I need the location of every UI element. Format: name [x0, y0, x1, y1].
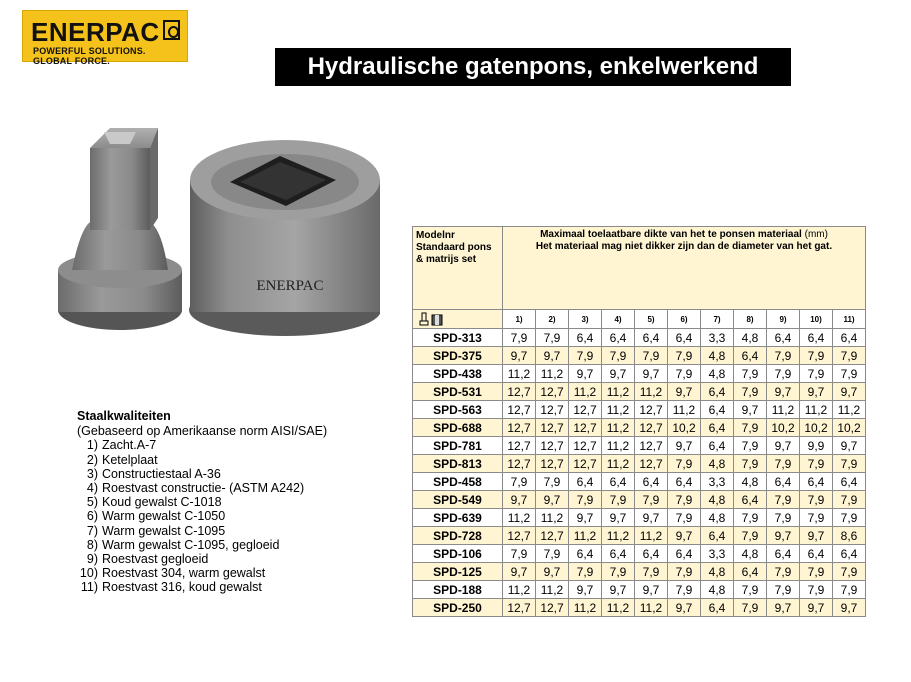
value-cell: 9,7: [767, 383, 800, 401]
value-cell: 6,4: [668, 545, 701, 563]
column-header: 9): [767, 310, 800, 329]
quality-item: [77, 538, 327, 552]
value-cell: 4,8: [701, 581, 734, 599]
value-cell: 11,2: [767, 401, 800, 419]
value-cell: 12,7: [536, 455, 569, 473]
value-cell: 9,7: [833, 383, 866, 401]
column-header: 10): [800, 310, 833, 329]
value-cell: 6,4: [602, 545, 635, 563]
value-cell: 7,9: [602, 563, 635, 581]
value-cell: 10,2: [767, 419, 800, 437]
value-cell: 6,4: [701, 401, 734, 419]
value-cell: 11,2: [800, 401, 833, 419]
table-row: [413, 419, 866, 437]
value-cell: 7,9: [800, 509, 833, 527]
quality-item-label: Roestvast 304, warm gewalst: [102, 566, 266, 581]
value-cell: 7,9: [602, 491, 635, 509]
value-cell: 7,9: [833, 563, 866, 581]
value-cell: 7,9: [734, 527, 767, 545]
model-cell: SPD-563: [413, 401, 503, 419]
model-cell: SPD-250: [413, 599, 503, 617]
value-cell: 7,9: [833, 347, 866, 365]
table-row: [413, 563, 866, 581]
die-illustration: [189, 140, 380, 336]
table-row: [413, 599, 866, 617]
quality-item-number: 11): [80, 580, 98, 595]
model-cell: SPD-781: [413, 437, 503, 455]
value-cell: 7,9: [734, 437, 767, 455]
value-cell: 12,7: [635, 455, 668, 473]
value-cell: 3,3: [701, 545, 734, 563]
value-cell: 7,9: [569, 491, 602, 509]
quality-item: [77, 580, 327, 594]
quality-heading: Staalkwaliteiten: [77, 409, 171, 423]
value-cell: 9,7: [668, 599, 701, 617]
value-cell: 7,9: [536, 329, 569, 347]
value-cell: 7,9: [734, 383, 767, 401]
value-cell: 8,6: [833, 527, 866, 545]
value-cell: 7,9: [833, 455, 866, 473]
model-cell: SPD-639: [413, 509, 503, 527]
value-cell: 9,7: [767, 527, 800, 545]
value-cell: 7,9: [734, 419, 767, 437]
model-cell: SPD-106: [413, 545, 503, 563]
value-cell: 6,4: [833, 329, 866, 347]
value-cell: 7,9: [800, 347, 833, 365]
quality-item-number: 6): [86, 509, 98, 524]
quality-item-label: Roestvast gegloeid: [102, 552, 209, 567]
table-row: [413, 347, 866, 365]
column-header: 7): [701, 310, 734, 329]
value-cell: 12,7: [536, 401, 569, 419]
value-cell: 6,4: [701, 599, 734, 617]
value-cell: 9,7: [569, 365, 602, 383]
table-row: [413, 509, 866, 527]
value-cell: 10,2: [668, 419, 701, 437]
quality-item-number: 1): [86, 438, 98, 453]
value-cell: 6,4: [800, 473, 833, 491]
value-cell: 7,9: [734, 365, 767, 383]
quality-item: [77, 509, 327, 523]
value-cell: 6,4: [734, 563, 767, 581]
quality-item-number: 7): [86, 523, 98, 538]
value-cell: 12,7: [503, 599, 536, 617]
punch-die-icon: [413, 310, 503, 329]
value-cell: 4,8: [701, 491, 734, 509]
table-row: [413, 527, 866, 545]
value-cell: 4,8: [701, 365, 734, 383]
value-cell: 12,7: [503, 419, 536, 437]
value-cell: 7,9: [800, 491, 833, 509]
value-cell: 6,4: [569, 473, 602, 491]
value-cell: 10,2: [833, 419, 866, 437]
quality-item: [77, 495, 327, 509]
value-cell: 9,7: [734, 401, 767, 419]
value-cell: 11,2: [602, 599, 635, 617]
value-cell: 7,9: [668, 509, 701, 527]
table-row: [413, 491, 866, 509]
value-cell: 9,7: [800, 527, 833, 545]
column-header: 8): [734, 310, 767, 329]
model-cell: SPD-728: [413, 527, 503, 545]
column-header: 2): [536, 310, 569, 329]
quality-item: [77, 566, 327, 580]
value-cell: 9,7: [767, 599, 800, 617]
value-cell: 11,2: [536, 581, 569, 599]
value-cell: 4,8: [701, 509, 734, 527]
value-cell: 9,7: [668, 527, 701, 545]
quality-item: [77, 467, 327, 481]
value-cell: 7,9: [536, 473, 569, 491]
quality-item-label: Zacht.A-7: [102, 438, 157, 453]
value-cell: 7,9: [833, 365, 866, 383]
value-cell: 9,7: [569, 581, 602, 599]
value-cell: 9,7: [536, 563, 569, 581]
value-cell: 10,2: [800, 419, 833, 437]
table-row: [413, 401, 866, 419]
value-cell: 11,2: [536, 365, 569, 383]
table-row: [413, 437, 866, 455]
value-cell: 7,9: [767, 563, 800, 581]
value-cell: 12,7: [635, 419, 668, 437]
value-cell: 9,9: [800, 437, 833, 455]
value-cell: 12,7: [503, 401, 536, 419]
value-cell: 7,9: [833, 581, 866, 599]
value-cell: 7,9: [767, 365, 800, 383]
value-cell: 11,2: [833, 401, 866, 419]
value-cell: 12,7: [503, 437, 536, 455]
value-cell: 7,9: [668, 563, 701, 581]
value-cell: 6,4: [833, 545, 866, 563]
table-row: [413, 329, 866, 347]
value-cell: 9,7: [767, 437, 800, 455]
logo-tagline: POWERFUL SOLUTIONS. GLOBAL FORCE.: [33, 46, 146, 66]
value-cell: 11,2: [536, 509, 569, 527]
value-cell: 6,4: [767, 545, 800, 563]
quality-item-number: 2): [86, 452, 98, 467]
quality-item-label: Warm gewalst C-1095: [102, 523, 226, 538]
head-right-unit: (mm): [804, 229, 828, 240]
product-photo: [40, 110, 380, 350]
value-cell: 12,7: [536, 599, 569, 617]
value-cell: 7,9: [734, 599, 767, 617]
model-cell: SPD-531: [413, 383, 503, 401]
page-title: Hydraulische gatenpons, enkelwerkend: [275, 48, 791, 86]
logo-mark-icon: [163, 20, 180, 40]
value-cell: 7,9: [767, 455, 800, 473]
table-row: [413, 581, 866, 599]
value-cell: 7,9: [668, 581, 701, 599]
value-cell: 7,9: [635, 491, 668, 509]
value-cell: 6,4: [701, 383, 734, 401]
value-cell: 6,4: [800, 545, 833, 563]
value-cell: 7,9: [503, 473, 536, 491]
value-cell: 12,7: [569, 437, 602, 455]
value-cell: 9,7: [602, 509, 635, 527]
quality-item: [77, 524, 327, 538]
value-cell: 7,9: [833, 509, 866, 527]
value-cell: 11,2: [635, 383, 668, 401]
value-cell: 11,2: [635, 599, 668, 617]
value-cell: 7,9: [734, 581, 767, 599]
value-cell: 11,2: [668, 401, 701, 419]
value-cell: 11,2: [602, 401, 635, 419]
quality-subheading: (Gebaseerd op Amerikaanse norm AISI/SAE): [77, 424, 328, 439]
head-right-line-1: Maximaal toelaatbare dikte van het te ponsen materiaal: [540, 229, 802, 240]
steel-quality-list: [77, 409, 327, 595]
value-cell: 6,4: [635, 545, 668, 563]
value-cell: 4,8: [701, 563, 734, 581]
value-cell: 7,9: [668, 365, 701, 383]
value-cell: 3,3: [701, 329, 734, 347]
value-cell: 7,9: [800, 365, 833, 383]
value-cell: 6,4: [767, 473, 800, 491]
value-cell: 11,2: [503, 509, 536, 527]
value-cell: 3,3: [701, 473, 734, 491]
value-cell: 7,9: [602, 347, 635, 365]
value-cell: 6,4: [734, 347, 767, 365]
value-cell: 4,8: [701, 347, 734, 365]
enerpac-logo: [22, 10, 188, 66]
quality-item-label: Roestvast 316, koud gewalst: [102, 580, 262, 595]
value-cell: 11,2: [569, 383, 602, 401]
value-cell: 9,7: [536, 347, 569, 365]
column-header: 4): [602, 310, 635, 329]
table-row: [413, 473, 866, 491]
value-cell: 7,9: [767, 347, 800, 365]
column-header: 3): [569, 310, 602, 329]
value-cell: 6,4: [668, 473, 701, 491]
value-cell: 9,7: [602, 365, 635, 383]
quality-item-label: Koud gewalst C-1018: [102, 495, 222, 510]
model-cell: SPD-188: [413, 581, 503, 599]
column-header: 11): [833, 310, 866, 329]
value-cell: 9,7: [569, 509, 602, 527]
value-cell: 7,9: [800, 581, 833, 599]
quality-item-number: 8): [86, 537, 98, 552]
value-cell: 7,9: [833, 491, 866, 509]
model-cell: SPD-375: [413, 347, 503, 365]
value-cell: 7,9: [734, 455, 767, 473]
quality-item: [77, 453, 327, 467]
model-cell: SPD-688: [413, 419, 503, 437]
column-header: 1): [503, 310, 536, 329]
value-cell: 12,7: [536, 527, 569, 545]
value-cell: 7,9: [635, 563, 668, 581]
model-cell: SPD-125: [413, 563, 503, 581]
model-cell: SPD-813: [413, 455, 503, 473]
value-cell: 6,4: [635, 473, 668, 491]
value-cell: 11,2: [503, 581, 536, 599]
value-cell: 7,9: [800, 563, 833, 581]
quality-item-label: Warm gewalst C-1095, gegloeid: [102, 537, 280, 552]
table-row: [413, 545, 866, 563]
value-cell: 6,4: [668, 329, 701, 347]
table-row: [413, 365, 866, 383]
value-cell: 6,4: [602, 329, 635, 347]
value-cell: 4,8: [734, 473, 767, 491]
value-cell: 6,4: [701, 527, 734, 545]
value-cell: 9,7: [503, 491, 536, 509]
table-head-description: [503, 227, 866, 310]
value-cell: 6,4: [833, 473, 866, 491]
value-cell: 7,9: [569, 563, 602, 581]
head-left-line-1: Modelnr: [416, 230, 455, 241]
value-cell: 9,7: [800, 599, 833, 617]
value-cell: 6,4: [767, 329, 800, 347]
value-cell: 11,2: [569, 527, 602, 545]
svg-text:ENERPAC: ENERPAC: [256, 278, 324, 294]
column-header: 5): [635, 310, 668, 329]
value-cell: 7,9: [503, 329, 536, 347]
value-cell: 11,2: [602, 419, 635, 437]
value-cell: 11,2: [503, 365, 536, 383]
value-cell: 12,7: [635, 401, 668, 419]
value-cell: 7,9: [503, 545, 536, 563]
value-cell: 7,9: [668, 347, 701, 365]
value-cell: 9,7: [536, 491, 569, 509]
model-cell: SPD-313: [413, 329, 503, 347]
value-cell: 4,8: [734, 545, 767, 563]
value-cell: 9,7: [833, 437, 866, 455]
quality-item-label: Roestvast constructie- (ASTM A242): [102, 481, 305, 496]
value-cell: 9,7: [503, 563, 536, 581]
value-cell: 7,9: [569, 347, 602, 365]
value-cell: 7,9: [767, 581, 800, 599]
value-cell: 9,7: [668, 383, 701, 401]
quality-item-number: 9): [86, 552, 98, 567]
quality-item: [77, 438, 327, 452]
value-cell: 7,9: [767, 509, 800, 527]
value-cell: 7,9: [767, 491, 800, 509]
value-cell: 12,7: [503, 383, 536, 401]
quality-item-number: 4): [86, 481, 98, 496]
quality-item-number: 10): [79, 566, 98, 581]
value-cell: 11,2: [602, 437, 635, 455]
value-cell: 12,7: [536, 437, 569, 455]
logo-wordmark: ENERPAC: [31, 17, 160, 47]
value-cell: 9,7: [635, 509, 668, 527]
value-cell: 9,7: [668, 437, 701, 455]
value-cell: 12,7: [569, 401, 602, 419]
value-cell: 11,2: [602, 383, 635, 401]
value-cell: 9,7: [635, 365, 668, 383]
value-cell: 7,9: [734, 509, 767, 527]
value-cell: 6,4: [635, 329, 668, 347]
value-cell: 11,2: [569, 599, 602, 617]
quality-item-label: Constructiestaal A-36: [102, 466, 221, 481]
punch-illustration: [58, 128, 182, 330]
value-cell: 6,4: [701, 419, 734, 437]
value-cell: 9,7: [602, 581, 635, 599]
value-cell: 6,4: [800, 329, 833, 347]
value-cell: 6,4: [569, 329, 602, 347]
thickness-table: [412, 226, 866, 617]
model-cell: SPD-549: [413, 491, 503, 509]
value-cell: 12,7: [569, 455, 602, 473]
column-header: 6): [668, 310, 701, 329]
head-left-line-3: & matrijs set: [416, 254, 477, 265]
value-cell: 9,7: [800, 383, 833, 401]
head-right-line-2: Het materiaal mag niet dikker zijn dan de diameter van het gat.: [535, 241, 833, 252]
value-cell: 12,7: [635, 437, 668, 455]
value-cell: 11,2: [602, 527, 635, 545]
value-cell: 7,9: [800, 455, 833, 473]
model-cell: SPD-438: [413, 365, 503, 383]
value-cell: 6,4: [734, 491, 767, 509]
quality-item: [77, 481, 327, 495]
model-cell: SPD-458: [413, 473, 503, 491]
value-cell: 9,7: [503, 347, 536, 365]
value-cell: 9,7: [635, 581, 668, 599]
value-cell: 7,9: [668, 491, 701, 509]
value-cell: 11,2: [635, 527, 668, 545]
quality-item-label: Ketelplaat: [102, 452, 158, 467]
value-cell: 12,7: [569, 419, 602, 437]
quality-item-number: 5): [86, 495, 98, 510]
value-cell: 11,2: [602, 455, 635, 473]
quality-items: [77, 438, 327, 594]
quality-item: [77, 552, 327, 566]
value-cell: 4,8: [701, 455, 734, 473]
value-cell: 12,7: [536, 383, 569, 401]
quality-item-number: 3): [86, 466, 98, 481]
quality-item-label: Warm gewalst C-1050: [102, 509, 226, 524]
value-cell: 7,9: [536, 545, 569, 563]
value-cell: 12,7: [503, 455, 536, 473]
table-head-model: [413, 227, 503, 310]
value-cell: 9,7: [833, 599, 866, 617]
value-cell: 4,8: [734, 329, 767, 347]
value-cell: 7,9: [635, 347, 668, 365]
table-row: [413, 455, 866, 473]
value-cell: 7,9: [668, 455, 701, 473]
value-cell: 6,4: [701, 437, 734, 455]
value-cell: 12,7: [536, 419, 569, 437]
value-cell: 12,7: [503, 527, 536, 545]
head-left-line-2: Standaard pons: [416, 242, 492, 253]
table-row: [413, 383, 866, 401]
value-cell: 6,4: [569, 545, 602, 563]
value-cell: 6,4: [602, 473, 635, 491]
